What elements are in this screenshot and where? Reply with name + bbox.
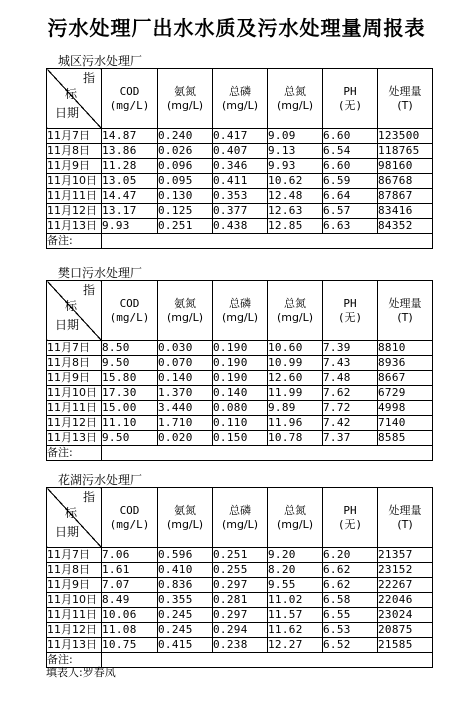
- date-cell: 11月8日: [47, 144, 102, 159]
- value-cell: 0.125: [158, 204, 213, 219]
- remark-row: [47, 234, 433, 249]
- remark-label: 备注:: [47, 653, 102, 668]
- value-cell: 0.096: [158, 159, 213, 174]
- column-unit: (mg/L): [221, 98, 259, 112]
- value-cell: 7.62: [323, 386, 378, 401]
- column-unit: (mg/L): [276, 310, 314, 324]
- section-label: 樊口污水处理厂: [58, 266, 143, 280]
- value-cell: 15.80: [102, 371, 158, 386]
- value-cell: 0.020: [158, 431, 213, 446]
- value-cell: 22046: [378, 593, 433, 608]
- value-cell: 8667: [378, 371, 433, 386]
- remark-label: 备注:: [47, 234, 102, 249]
- value-cell: 8585: [378, 431, 433, 446]
- table-row: [47, 548, 433, 563]
- remark-value: [102, 234, 433, 249]
- column-name: COD: [119, 503, 140, 517]
- value-cell: 86768: [378, 174, 433, 189]
- column-unit: (无): [337, 98, 363, 112]
- value-cell: 6.59: [323, 174, 378, 189]
- filler-signature: 填表人:罗春凤: [46, 666, 116, 679]
- value-cell: 0.346: [213, 159, 268, 174]
- table-row: [47, 401, 433, 416]
- value-cell: 15.00: [102, 401, 158, 416]
- column-name: PH: [343, 503, 357, 517]
- value-cell: 21585: [378, 638, 433, 653]
- value-cell: 0.596: [158, 548, 213, 563]
- value-cell: 9.89: [268, 401, 323, 416]
- date-cell: 11月12日: [47, 623, 102, 638]
- table-row: [47, 144, 433, 159]
- table-row: [47, 431, 433, 446]
- column-header: [158, 69, 213, 129]
- corner-cell: [47, 69, 102, 129]
- value-cell: 0.297: [213, 608, 268, 623]
- value-cell: 6.53: [323, 623, 378, 638]
- column-header: [378, 281, 433, 341]
- value-cell: 7.43: [323, 356, 378, 371]
- value-cell: 0.355: [158, 593, 213, 608]
- column-unit: (mg/L): [109, 98, 150, 112]
- date-cell: 11月12日: [47, 416, 102, 431]
- table-row: [47, 608, 433, 623]
- table-row: [47, 563, 433, 578]
- column-unit: (mg/L): [109, 517, 150, 531]
- value-cell: 83416: [378, 204, 433, 219]
- value-cell: 0.238: [213, 638, 268, 653]
- column-unit: (mg/L): [109, 310, 150, 324]
- value-cell: 12.60: [268, 371, 323, 386]
- value-cell: 8810: [378, 341, 433, 356]
- column-header: [213, 69, 268, 129]
- value-cell: 0.130: [158, 189, 213, 204]
- column-header: [102, 488, 158, 548]
- column-header: [378, 69, 433, 129]
- date-cell: 11月8日: [47, 356, 102, 371]
- value-cell: 118765: [378, 144, 433, 159]
- section-label: 花湖污水处理厂: [58, 473, 143, 487]
- value-cell: 10.06: [102, 608, 158, 623]
- value-cell: 9.93: [268, 159, 323, 174]
- value-cell: 0.407: [213, 144, 268, 159]
- value-cell: 0.836: [158, 578, 213, 593]
- corner-label-top: 指: [83, 283, 96, 297]
- column-header: [158, 281, 213, 341]
- column-header: [102, 281, 158, 341]
- date-cell: 11月13日: [47, 431, 102, 446]
- remark-value: [102, 653, 433, 668]
- remark-label: 备注:: [47, 446, 102, 461]
- value-cell: 12.85: [268, 219, 323, 234]
- value-cell: 10.62: [268, 174, 323, 189]
- value-cell: 0.410: [158, 563, 213, 578]
- column-unit: (T): [397, 310, 413, 324]
- table-row: [47, 129, 433, 144]
- value-cell: 0.251: [158, 219, 213, 234]
- corner-cell: [47, 488, 102, 548]
- column-unit: (mg/L): [166, 98, 204, 112]
- value-cell: 4998: [378, 401, 433, 416]
- value-cell: 8.49: [102, 593, 158, 608]
- value-cell: 0.417: [213, 129, 268, 144]
- column-name: 处理量: [388, 503, 422, 517]
- column-name: 氨氮: [174, 296, 196, 310]
- value-cell: 6.57: [323, 204, 378, 219]
- date-cell: 11月9日: [47, 371, 102, 386]
- column-name: 处理量: [388, 84, 422, 98]
- value-cell: 9.55: [268, 578, 323, 593]
- value-cell: 6.58: [323, 593, 378, 608]
- value-cell: 9.20: [268, 548, 323, 563]
- column-unit: (mg/L): [166, 310, 204, 324]
- value-cell: 12.27: [268, 638, 323, 653]
- value-cell: 0.377: [213, 204, 268, 219]
- column-name: 氨氮: [174, 84, 196, 98]
- date-cell: 11月9日: [47, 159, 102, 174]
- value-cell: 13.05: [102, 174, 158, 189]
- table-row: [47, 386, 433, 401]
- date-cell: 11月12日: [47, 204, 102, 219]
- value-cell: 0.190: [213, 371, 268, 386]
- section-label: 城区污水处理厂: [58, 54, 143, 68]
- value-cell: 10.60: [268, 341, 323, 356]
- corner-label-mid: 标: [65, 506, 78, 520]
- value-cell: 14.87: [102, 129, 158, 144]
- column-name: PH: [343, 84, 357, 98]
- value-cell: 6.62: [323, 563, 378, 578]
- table-row: [47, 593, 433, 608]
- date-cell: 11月10日: [47, 593, 102, 608]
- value-cell: 0.070: [158, 356, 213, 371]
- value-cell: 9.50: [102, 431, 158, 446]
- value-cell: 0.251: [213, 548, 268, 563]
- column-unit: (T): [397, 517, 413, 531]
- value-cell: 10.75: [102, 638, 158, 653]
- value-cell: 7140: [378, 416, 433, 431]
- corner-label-mid: 标: [65, 87, 78, 101]
- column-unit: (T): [397, 98, 413, 112]
- value-cell: 8.20: [268, 563, 323, 578]
- value-cell: 0.281: [213, 593, 268, 608]
- table-row: [47, 578, 433, 593]
- date-cell: 11月13日: [47, 219, 102, 234]
- value-cell: 98160: [378, 159, 433, 174]
- header-row: [47, 281, 433, 341]
- value-cell: 0.026: [158, 144, 213, 159]
- date-cell: 11月9日: [47, 578, 102, 593]
- value-cell: 13.86: [102, 144, 158, 159]
- value-cell: 9.93: [102, 219, 158, 234]
- corner-label-date: 日期: [55, 106, 80, 120]
- quality-table: [46, 68, 433, 249]
- date-cell: 11月7日: [47, 341, 102, 356]
- value-cell: 6.54: [323, 144, 378, 159]
- value-cell: 0.030: [158, 341, 213, 356]
- value-cell: 12.63: [268, 204, 323, 219]
- value-cell: 3.440: [158, 401, 213, 416]
- corner-label-date: 日期: [55, 525, 80, 539]
- value-cell: 6.60: [323, 129, 378, 144]
- value-cell: 0.255: [213, 563, 268, 578]
- value-cell: 8.50: [102, 341, 158, 356]
- column-header: [213, 281, 268, 341]
- column-name: PH: [343, 296, 357, 310]
- column-name: 总氮: [284, 84, 306, 98]
- value-cell: 0.190: [213, 341, 268, 356]
- value-cell: 9.50: [102, 356, 158, 371]
- value-cell: 0.080: [213, 401, 268, 416]
- column-header: [213, 488, 268, 548]
- value-cell: 0.095: [158, 174, 213, 189]
- value-cell: 6.20: [323, 548, 378, 563]
- table-row: [47, 159, 433, 174]
- value-cell: 11.08: [102, 623, 158, 638]
- remark-value: [102, 446, 433, 461]
- header-row: [47, 488, 433, 548]
- table-row: [47, 174, 433, 189]
- column-header: [323, 69, 378, 129]
- column-header: [268, 281, 323, 341]
- quality-table: [46, 280, 433, 461]
- column-header: [378, 488, 433, 548]
- column-name: 总氮: [284, 296, 306, 310]
- quality-table: [46, 487, 433, 668]
- column-header: [323, 281, 378, 341]
- value-cell: 0.438: [213, 219, 268, 234]
- column-header: [158, 488, 213, 548]
- value-cell: 123500: [378, 129, 433, 144]
- corner-label-date: 日期: [55, 318, 80, 332]
- table-row: [47, 219, 433, 234]
- value-cell: 9.13: [268, 144, 323, 159]
- value-cell: 7.42: [323, 416, 378, 431]
- value-cell: 0.297: [213, 578, 268, 593]
- column-name: 处理量: [388, 296, 422, 310]
- value-cell: 14.47: [102, 189, 158, 204]
- value-cell: 11.99: [268, 386, 323, 401]
- corner-label-top: 指: [83, 71, 96, 85]
- value-cell: 1.61: [102, 563, 158, 578]
- value-cell: 6.55: [323, 608, 378, 623]
- date-cell: 11月13日: [47, 638, 102, 653]
- value-cell: 22267: [378, 578, 433, 593]
- column-name: 总氮: [284, 503, 306, 517]
- column-name: COD: [119, 84, 140, 98]
- date-cell: 11月11日: [47, 608, 102, 623]
- column-name: 总磷: [229, 296, 251, 310]
- value-cell: 10.99: [268, 356, 323, 371]
- date-cell: 11月11日: [47, 401, 102, 416]
- value-cell: 23024: [378, 608, 433, 623]
- value-cell: 0.110: [213, 416, 268, 431]
- table-row: [47, 416, 433, 431]
- value-cell: 11.62: [268, 623, 323, 638]
- date-cell: 11月7日: [47, 129, 102, 144]
- corner-label-top: 指: [83, 490, 96, 504]
- value-cell: 7.48: [323, 371, 378, 386]
- date-cell: 11月7日: [47, 548, 102, 563]
- column-name: 氨氮: [174, 503, 196, 517]
- value-cell: 87867: [378, 189, 433, 204]
- column-header: [268, 69, 323, 129]
- value-cell: 21357: [378, 548, 433, 563]
- column-unit: (mg/L): [166, 517, 204, 531]
- table-row: [47, 341, 433, 356]
- value-cell: 0.140: [158, 371, 213, 386]
- date-cell: 11月10日: [47, 174, 102, 189]
- value-cell: 11.10: [102, 416, 158, 431]
- value-cell: 0.240: [158, 129, 213, 144]
- value-cell: 7.06: [102, 548, 158, 563]
- column-name: 总磷: [229, 84, 251, 98]
- value-cell: 6.63: [323, 219, 378, 234]
- value-cell: 23152: [378, 563, 433, 578]
- column-unit: (mg/L): [276, 98, 314, 112]
- column-unit: (无): [337, 517, 363, 531]
- column-name: COD: [119, 296, 140, 310]
- value-cell: 1.710: [158, 416, 213, 431]
- table-row: [47, 204, 433, 219]
- value-cell: 6.64: [323, 189, 378, 204]
- date-cell: 11月10日: [47, 386, 102, 401]
- value-cell: 0.415: [158, 638, 213, 653]
- remark-row: [47, 446, 433, 461]
- value-cell: 6.52: [323, 638, 378, 653]
- value-cell: 1.370: [158, 386, 213, 401]
- table-row: [47, 356, 433, 371]
- value-cell: 0.245: [158, 623, 213, 638]
- column-header: [102, 69, 158, 129]
- value-cell: 20875: [378, 623, 433, 638]
- value-cell: 11.57: [268, 608, 323, 623]
- table-row: [47, 623, 433, 638]
- column-header: [268, 488, 323, 548]
- corner-cell: [47, 281, 102, 341]
- value-cell: 17.30: [102, 386, 158, 401]
- column-name: 总磷: [229, 503, 251, 517]
- value-cell: 11.02: [268, 593, 323, 608]
- column-unit: (mg/L): [276, 517, 314, 531]
- value-cell: 6.62: [323, 578, 378, 593]
- value-cell: 7.37: [323, 431, 378, 446]
- date-cell: 11月8日: [47, 563, 102, 578]
- value-cell: 12.48: [268, 189, 323, 204]
- date-cell: 11月11日: [47, 189, 102, 204]
- value-cell: 0.140: [213, 386, 268, 401]
- value-cell: 11.28: [102, 159, 158, 174]
- table-row: [47, 189, 433, 204]
- value-cell: 13.17: [102, 204, 158, 219]
- value-cell: 7.72: [323, 401, 378, 416]
- column-unit: (mg/L): [221, 517, 259, 531]
- value-cell: 7.39: [323, 341, 378, 356]
- table-row: [47, 371, 433, 386]
- value-cell: 0.294: [213, 623, 268, 638]
- value-cell: 9.09: [268, 129, 323, 144]
- value-cell: 6729: [378, 386, 433, 401]
- column-unit: (无): [337, 310, 363, 324]
- value-cell: 11.96: [268, 416, 323, 431]
- value-cell: 0.411: [213, 174, 268, 189]
- column-unit: (mg/L): [221, 310, 259, 324]
- value-cell: 84352: [378, 219, 433, 234]
- report-title: 污水处理厂出水水质及污水处理量周报表: [47, 16, 426, 40]
- value-cell: 8936: [378, 356, 433, 371]
- table-row: [47, 638, 433, 653]
- value-cell: 6.60: [323, 159, 378, 174]
- value-cell: 0.150: [213, 431, 268, 446]
- value-cell: 0.190: [213, 356, 268, 371]
- column-header: [323, 488, 378, 548]
- header-row: [47, 69, 433, 129]
- value-cell: 0.245: [158, 608, 213, 623]
- corner-label-mid: 标: [65, 299, 78, 313]
- value-cell: 10.78: [268, 431, 323, 446]
- value-cell: 0.353: [213, 189, 268, 204]
- value-cell: 7.07: [102, 578, 158, 593]
